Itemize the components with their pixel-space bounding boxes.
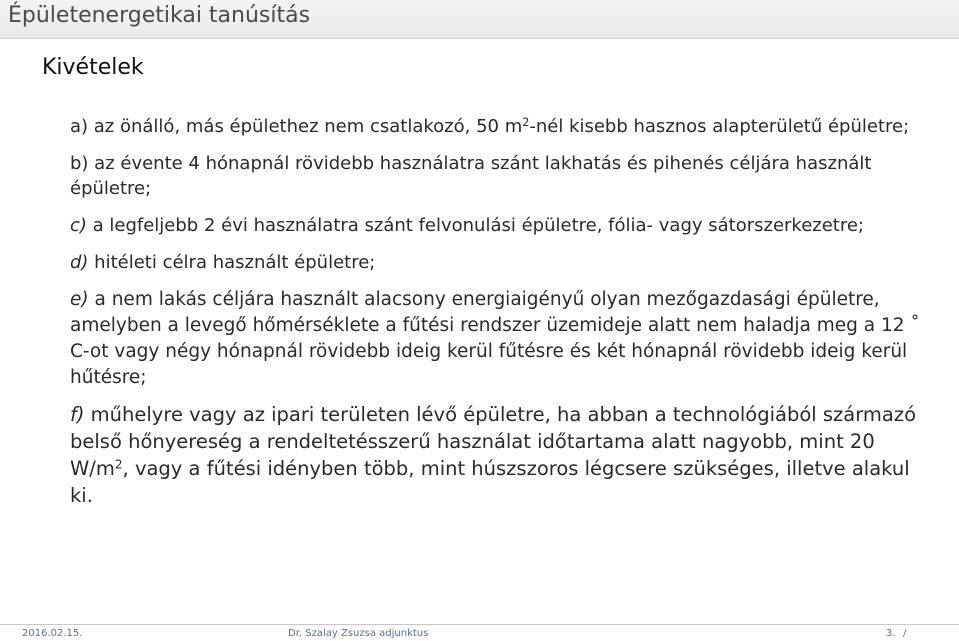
superscript: 2 (114, 457, 123, 472)
slide-title: Épületenergetikai tanúsítás (8, 3, 311, 28)
superscript: 2 (522, 115, 530, 129)
list-item (70, 401, 930, 509)
item-prefix: e) (70, 289, 89, 310)
item-text: -nél kisebb hasznos alapterületű épületre; (529, 116, 910, 137)
section-title: Kivételek (42, 55, 144, 80)
list-item (70, 250, 930, 275)
item-prefix: f) (70, 403, 85, 426)
exceptions-list (70, 114, 930, 519)
item-text: , vagy a fűtési idényben több, mint húszszoros légcsere szükséges, illetve alakul ki. (70, 457, 910, 507)
page-number: 3. (886, 628, 896, 639)
item-text: a legfeljebb 2 évi használatra szánt felvonulási épületre, fólia- vagy sátorszerkezetre; (86, 215, 864, 236)
list-item (70, 287, 930, 391)
list-item (70, 151, 930, 201)
item-text: hitéleti célra használt épületre; (88, 252, 376, 273)
footer-date: 2016.02.15. (22, 628, 83, 639)
item-text: a nem lakás céljára használt alacsony energiaigényű olyan mezőgazdasági épületre, amelyben a levegő hőmérséklete a fűtési rendszer üzemideje alatt nem haladja meg a 12 ˚ C-ot vagy négy hónapnál rövidebb ideig kerül fűtésre és két hónapnál rövidebb ideig kerül hűtésre; (70, 289, 920, 388)
item-text: műhelyre vagy az ipari területen lévő épületre, ha abban a technológiából származó belső hőnyereség a rendeltetésszerű használat időtartama alatt nagyobb, mint 20 W/m (70, 403, 917, 480)
footer-author: Dr. Szalay Zsuzsa adjunktus (288, 628, 429, 639)
list-item (70, 114, 930, 139)
item-prefix: c) (70, 215, 87, 236)
page-separator: / (903, 628, 907, 639)
item-prefix: d) (70, 252, 89, 273)
slide-header (0, 0, 959, 39)
list-item (70, 213, 930, 238)
item-text: a) az önálló, más épülethez nem csatlakozó, 50 m (70, 116, 523, 137)
slide-footer (0, 624, 959, 641)
item-text: b) az évente 4 hónapnál rövidebb használatra szánt lakhatás és pihenés céljára használt épületre; (70, 153, 872, 199)
